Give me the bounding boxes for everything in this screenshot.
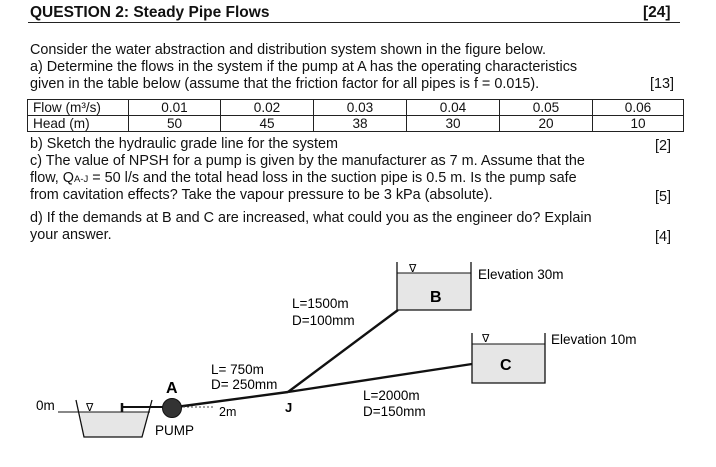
- water-level-icon: ∇: [409, 263, 417, 275]
- flow-header: Flow (m³/s): [28, 100, 129, 116]
- pump-height-label: 2m: [219, 405, 237, 419]
- pipe-aj-length: L= 750m: [211, 362, 264, 377]
- datum-label: 0m: [36, 398, 55, 413]
- part-c-line2-pre: flow, Q: [30, 170, 74, 186]
- flow-cell: 0.04: [407, 100, 500, 116]
- intro-text: Consider the water abstraction and distribution system shown in the figure below.: [30, 42, 546, 58]
- flow-cell: 0.03: [314, 100, 407, 116]
- part-a-marks: [13]: [650, 76, 675, 92]
- water-level-icon: ∇: [86, 402, 94, 414]
- pipe-jb-length: L=1500m: [292, 296, 349, 311]
- head-cell: 45: [221, 116, 314, 132]
- head-cell: 50: [129, 116, 221, 132]
- elevation-c-label: Elevation 10m: [551, 332, 637, 347]
- reservoir-c-label: C: [500, 357, 512, 374]
- question-marks: [24]: [643, 4, 671, 21]
- part-a-line1: a) Determine the flows in the system if the pump at A has the operating characteristics: [30, 59, 578, 75]
- node-j-label: J: [285, 400, 293, 415]
- flow-cell: 0.01: [129, 100, 221, 116]
- pump-label: PUMP: [155, 423, 195, 438]
- reservoir-b-label: B: [430, 289, 442, 306]
- part-a-line2: given in the table below (assume that the friction factor for all pipes is f = 0.015).: [30, 76, 540, 92]
- source-reservoir: [58, 400, 152, 437]
- head-cell: 20: [500, 116, 593, 132]
- part-c-line2-post: = 50 l/s and the total head loss in the suction pipe is 0.5 m. Is the pump safe: [88, 170, 577, 186]
- head-cell: 30: [407, 116, 500, 132]
- elevation-b-label: Elevation 30m: [478, 267, 564, 282]
- node-a-label: A: [166, 380, 178, 397]
- pipe-jc-diameter: D=150mm: [363, 404, 426, 419]
- part-c-marks: [5]: [655, 189, 671, 205]
- head-cell: 10: [593, 116, 684, 132]
- pipe-jc-length: L=2000m: [363, 388, 420, 403]
- part-d-line1: d) If the demands at B and C are increased, what could you as the engineer do? Explain: [30, 210, 592, 226]
- head-cell: 38: [314, 116, 407, 132]
- flow-cell: 0.02: [221, 100, 314, 116]
- pump-icon: [163, 399, 182, 418]
- part-b-marks: [2]: [655, 138, 671, 154]
- part-c-line2-sub: A-J: [74, 174, 89, 185]
- part-d-line2: your answer.: [30, 227, 112, 243]
- question-title: QUESTION 2: Steady Pipe Flows: [30, 4, 270, 21]
- water-level-icon: ∇: [482, 333, 490, 345]
- pipe-jb-diameter: D=100mm: [292, 313, 355, 328]
- part-d-marks: [4]: [655, 229, 671, 245]
- flow-cell: 0.05: [500, 100, 593, 116]
- part-b-text: b) Sketch the hydraulic grade line for the system: [30, 136, 338, 152]
- part-c-line1: c) The value of NPSH for a pump is given by the manufacturer as 7 m. Assume that the: [30, 153, 585, 169]
- head-header: Head (m): [28, 116, 129, 132]
- part-c-line3: from cavitation effects? Take the vapour pressure to be 3 kPa (absolute).: [30, 187, 493, 203]
- pipe-aj-diameter: D= 250mm: [211, 377, 278, 392]
- flow-cell: 0.06: [593, 100, 684, 116]
